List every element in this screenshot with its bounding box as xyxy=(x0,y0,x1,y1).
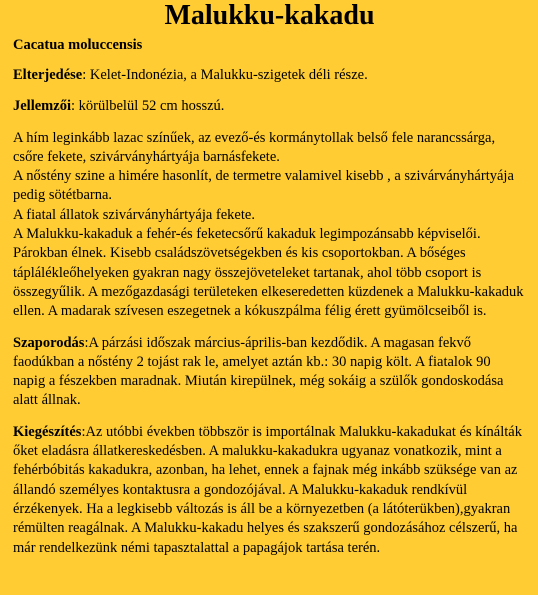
species-name: Cacatua moluccensis xyxy=(13,37,143,53)
description-juvenile: A fiatal állatok szivárványhártyája fekete. xyxy=(13,206,255,223)
features-text: : körülbelül 52 cm hosszú. xyxy=(70,98,225,115)
breeding-paragraph xyxy=(13,334,526,411)
supplement-paragraph xyxy=(13,423,526,558)
features-paragraph xyxy=(13,97,526,116)
breeding-label: Szaporodás xyxy=(13,334,85,351)
page-title: Malukku-kakadu xyxy=(164,0,375,31)
description-behaviour: A Malukku-kakaduk a fehér-és feketecsőrű kakaduk legimpozánsabb képviselői. Párokban élnek. Kisebb családszövetségekben és kis csoportokban. A bőséges táplálékleőhelyeken gyakran nagy összejöveteleket tartanak, ahol több csoport is összegyűlik. A mezőgazdasági területeken elkeseredetten küzdenek a Malukku-kakaduk ellen. A madarak szívesen eszegetnek a kókuszpálma félig érett gyümölcseiből is. xyxy=(13,226,524,320)
range-paragraph xyxy=(13,66,526,85)
description-female: A nőstény szine a himére hasonlít, de termetre valamivel kisebb , a szivárványhártyája pedig sötétbarna. xyxy=(13,168,514,204)
supplement-text: :Az utóbbi években többször is importálnak Malukku-kakadukat és kínálták őket eladásra állatkereskedésben. A malukku-kakadukra ugyanaz vonatkozik, mint a fehérbóbitás kakadukra, azonban, ha lehet, ennek a fajnak még inkább szüksége van az állandó személyes kontaktusra a gondozójával. A Malukku-kakaduk rendkívül érzékenyek. Ha a legkisebb változás is áll be a környezetben (a látóterükben),gyakran rémülten reagálnak. A Malukku-kakadu helyes és szakszerű gondozásához célszerű, ha már rendelkezünk némi tapasztalattal a papagájok tartása terén. xyxy=(13,423,522,556)
breeding-text: :A párzási időszak március-április-ban kezdődik. A magasan fekvő faodúkban a nőstény 2 tojást rak le, amelyet aztán kb.: 30 napig költ. A fiatalok 90 napig a fészekben maradnak. Miután kirepülnek, még sokáig a szülők gondoskodása alatt állnak. xyxy=(13,334,504,409)
features-label: Jellemzői xyxy=(13,98,71,115)
range-label: Elterjedése xyxy=(13,67,83,83)
supplement-label: Kiegészítés xyxy=(13,423,82,440)
description-male: A hím leginkább lazac színűek, az evező-és kormánytollak belső fele narancssárga, csőre fekete, szivárványhártyája barnásfekete. xyxy=(13,129,496,165)
description-section xyxy=(13,129,526,322)
range-text: : Kelet-Indonézia, a Malukku-szigetek déli része. xyxy=(82,67,368,83)
